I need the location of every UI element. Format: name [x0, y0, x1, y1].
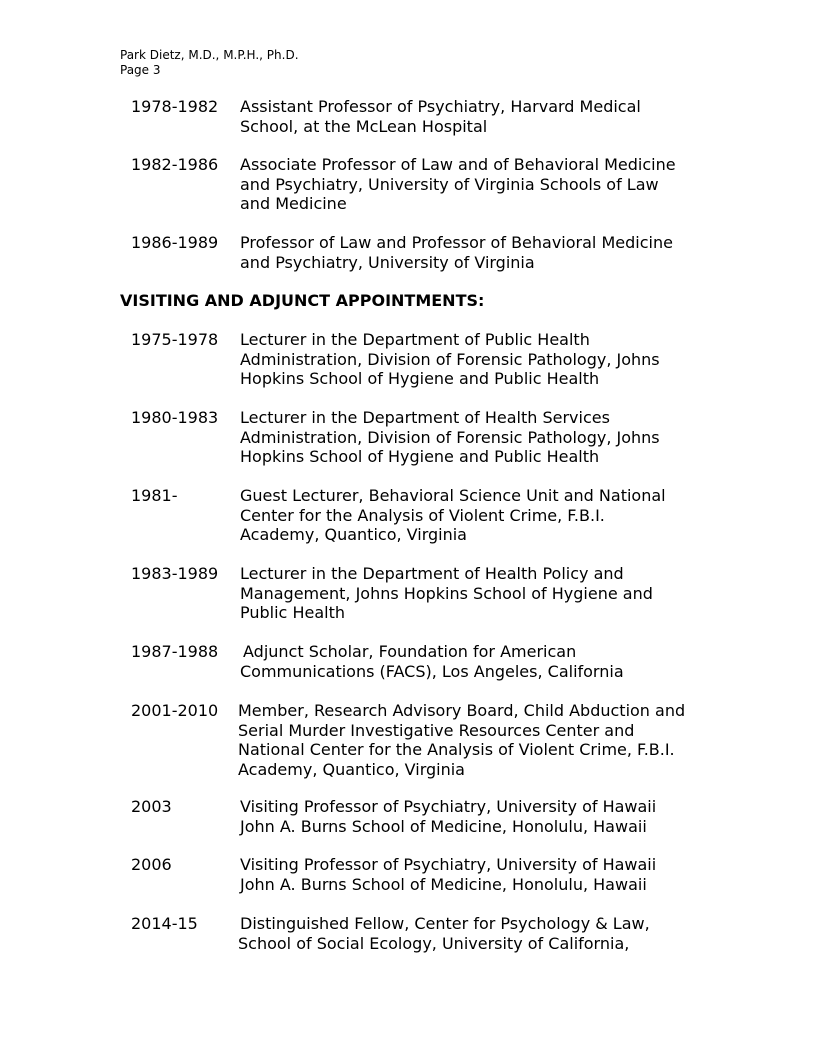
description-line: Center for the Analysis of Violent Crime, F.B.I. — [240, 505, 605, 525]
description-line: Assistant Professor of Psychiatry, Harvard Medical — [240, 97, 641, 116]
description-line: Lecturer in the Department of Public Health — [240, 330, 590, 349]
description-line: Communications (FACS), Los Angeles, California — [240, 661, 624, 681]
description-line: and Psychiatry, University of Virginia — [240, 252, 535, 272]
appointment-description — [240, 233, 700, 272]
description-line: Lecturer in the Department of Health Policy and — [240, 564, 624, 583]
description-line: Lecturer in the Department of Health Services — [240, 408, 610, 427]
section-title: VISITING AND ADJUNCT APPOINTMENTS: — [120, 291, 485, 310]
description-line: Academy, Quantico, Virginia — [240, 525, 467, 545]
appointment-date: 1986-1989 — [131, 233, 219, 252]
appointment-description — [240, 797, 700, 836]
appointment-description — [240, 155, 700, 214]
description-line: Adjunct Scholar, Foundation for American — [243, 642, 577, 661]
appointment-date: 2003 — [131, 797, 172, 816]
description-line: and Psychiatry, University of Virginia Schools of Law — [240, 174, 659, 194]
appointment-description — [240, 97, 700, 136]
appointment-date: 1987-1988 — [131, 642, 219, 661]
description-line: Management, Johns Hopkins School of Hygiene and — [240, 583, 653, 603]
description-line: John A. Burns School of Medicine, Honolulu, Hawaii — [240, 874, 647, 894]
description-line: Public Health — [240, 603, 345, 623]
description-line: Member, Research Advisory Board, Child Abduction and — [238, 701, 686, 720]
description-line: Visiting Professor of Psychiatry, University of Hawaii — [240, 855, 657, 874]
description-line: Administration, Division of Forensic Pathology, Johns — [240, 349, 660, 369]
appointment-description — [240, 855, 700, 894]
description-line: Administration, Division of Forensic Pathology, Johns — [240, 427, 660, 447]
description-line: Associate Professor of Law and of Behavioral Medicine — [240, 155, 676, 174]
description-line: Guest Lecturer, Behavioral Science Unit and National — [240, 486, 666, 505]
appointment-date: 1975-1978 — [131, 330, 219, 349]
description-line: Serial Murder Investigative Resources Center and — [238, 720, 635, 740]
description-line: and Medicine — [240, 194, 347, 214]
description-line: Professor of Law and Professor of Behavioral Medicine — [240, 233, 673, 252]
description-line: John A. Burns School of Medicine, Honolulu, Hawaii — [240, 816, 647, 836]
page-header — [120, 48, 299, 78]
appointment-date: 2001-2010 — [131, 701, 219, 720]
appointment-date: 1980-1983 — [131, 408, 219, 427]
page-number: Page 3 — [120, 63, 161, 77]
appointment-date: 1978-1982 — [131, 97, 219, 116]
description-line: Hopkins School of Hygiene and Public Health — [240, 447, 600, 467]
description-line: Visiting Professor of Psychiatry, University of Hawaii — [240, 797, 657, 816]
appointment-description — [240, 486, 700, 545]
appointment-date: 1983-1989 — [131, 564, 219, 583]
appointment-description — [240, 564, 700, 623]
appointment-description — [240, 701, 700, 779]
description-line: Distinguished Fellow, Center for Psychology & Law, — [240, 914, 650, 933]
description-line: Hopkins School of Hygiene and Public Health — [240, 369, 600, 389]
description-line: School, at the McLean Hospital — [240, 116, 488, 136]
appointment-description — [240, 642, 700, 681]
appointment-date: 2014-15 — [131, 914, 198, 933]
description-line: School of Social Ecology, University of California, — [238, 933, 630, 953]
appointment-date: 1982-1986 — [131, 155, 219, 174]
author-name: Park Dietz, M.D., M.P.H., Ph.D. — [120, 48, 299, 62]
appointment-date: 2006 — [131, 855, 172, 874]
appointment-description — [240, 408, 700, 467]
appointment-description — [240, 914, 700, 953]
appointment-description — [240, 330, 700, 389]
description-line: Academy, Quantico, Virginia — [238, 759, 465, 779]
appointment-date: 1981- — [131, 486, 178, 505]
description-line: National Center for the Analysis of Violent Crime, F.B.I. — [238, 740, 675, 760]
